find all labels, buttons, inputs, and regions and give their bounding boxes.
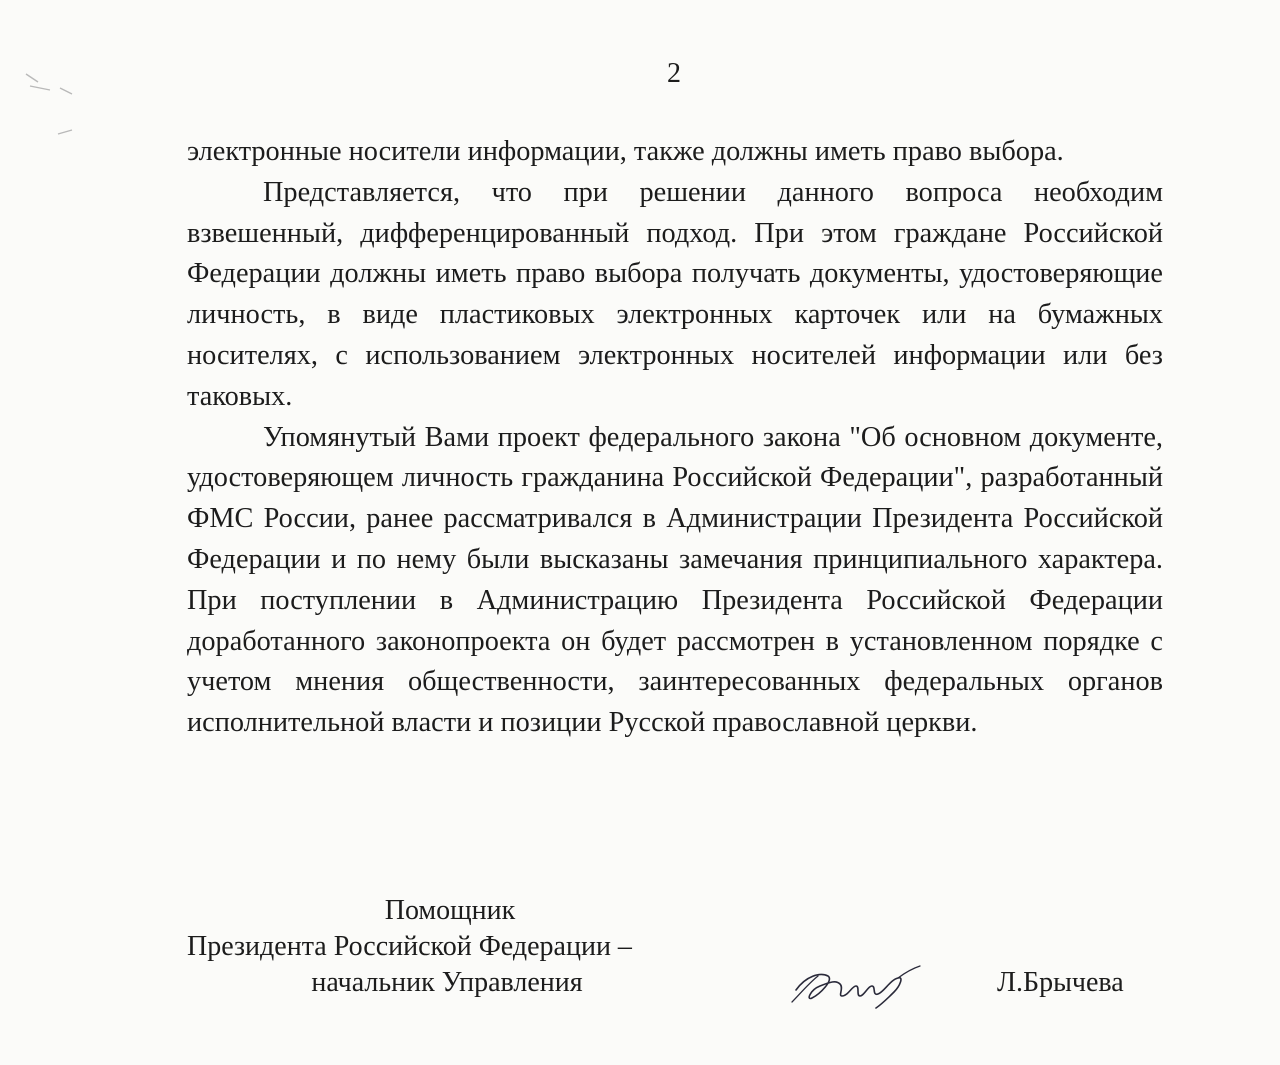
signer-name: Л.Брычева [997,967,1124,998]
position-title: Президента Российской Федерации – [187,931,632,962]
paragraph-continuation: электронные носители информации, также должны иметь право выбора. [187,136,1064,167]
paragraph: Упомянутый Вами проект федерального закона "Об основном документе, удостоверяющем личность гражданина Российской Федерации", разработанный ФМС России, ранее рассматривался в Администрации Президента Российской Федерации и по нему были высказаны замечания принципиального характера. При поступлении в Администрацию Президента Российской Федерации доработанного законопроекта он будет рассмотрен в установленном порядке с учетом мнения общественности, заинтересованных федеральных органов исполнительной власти и позиции Русской православной церкви. [187,421,1163,739]
letter-body [187,132,1163,744]
signatory-position [187,893,707,1001]
position-title: начальник Управления [311,967,583,998]
page-number: 2 [667,58,681,89]
paragraph: Представляется, что при решении данного вопроса необходим взвешенный, дифференцированный подход. При этом граждане Российской Федерации должны иметь право выбора получать документы, удостоверяющие личность, в виде пластиковых электронных карточек или на бумажных носителях, с использованием электронных носителей информации или без таковых. [187,176,1163,412]
handwritten-signature-icon [790,946,930,1016]
position-title: Помощник [384,895,516,926]
